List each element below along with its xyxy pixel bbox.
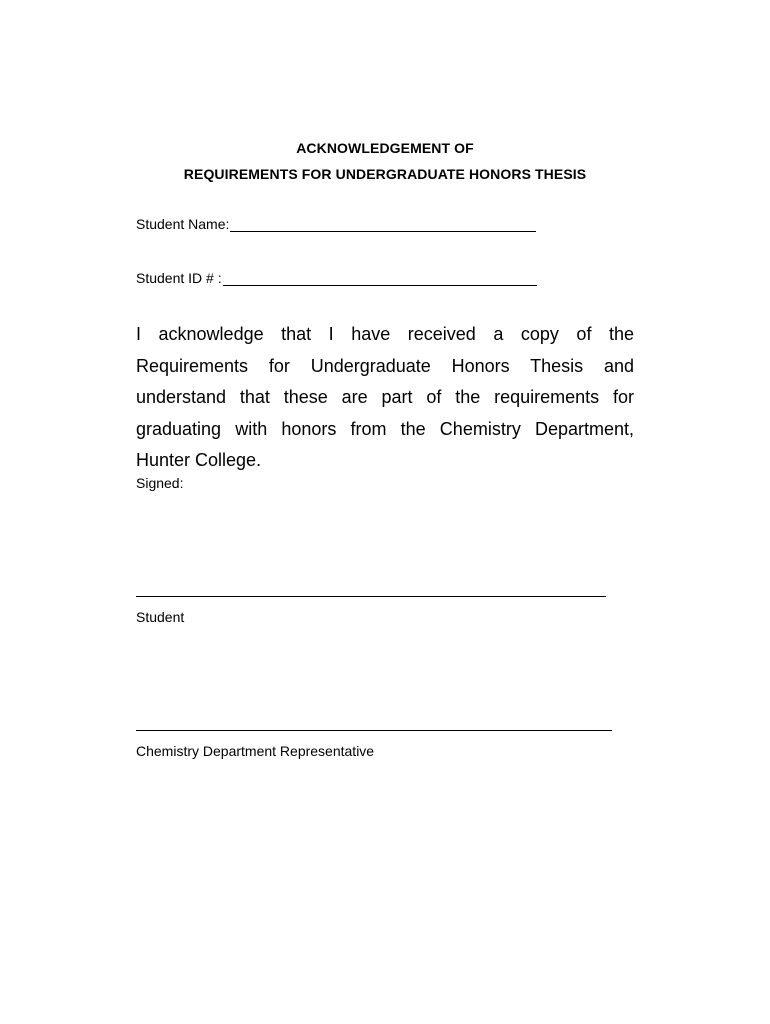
- representative-signature-line[interactable]: [136, 730, 612, 731]
- acknowledgement-paragraph: I acknowledge that I have received a copy of the Requirements for Undergraduate Honors Thesis and understand that these are part of the requirements for graduating with honors from the Chemistry Department, Hunter College.: [136, 324, 634, 470]
- student-signature-line[interactable]: [136, 596, 606, 597]
- signed-label: Signed:: [136, 475, 184, 491]
- document-title-line-2: REQUIREMENTS FOR UNDERGRADUATE HONORS THESIS: [183, 166, 587, 182]
- student-id-blank[interactable]: [223, 271, 537, 286]
- student-id-label: Student ID # :: [136, 270, 222, 286]
- representative-signature-label: Chemistry Department Representative: [136, 743, 375, 759]
- student-name-field: [136, 216, 536, 232]
- student-id-field: [136, 270, 537, 286]
- document-title-line-1: ACKNOWLEDGEMENT OF: [296, 140, 474, 156]
- student-name-blank[interactable]: [230, 217, 536, 232]
- student-signature-label: Student: [136, 609, 185, 625]
- student-name-label: Student Name:: [136, 216, 230, 232]
